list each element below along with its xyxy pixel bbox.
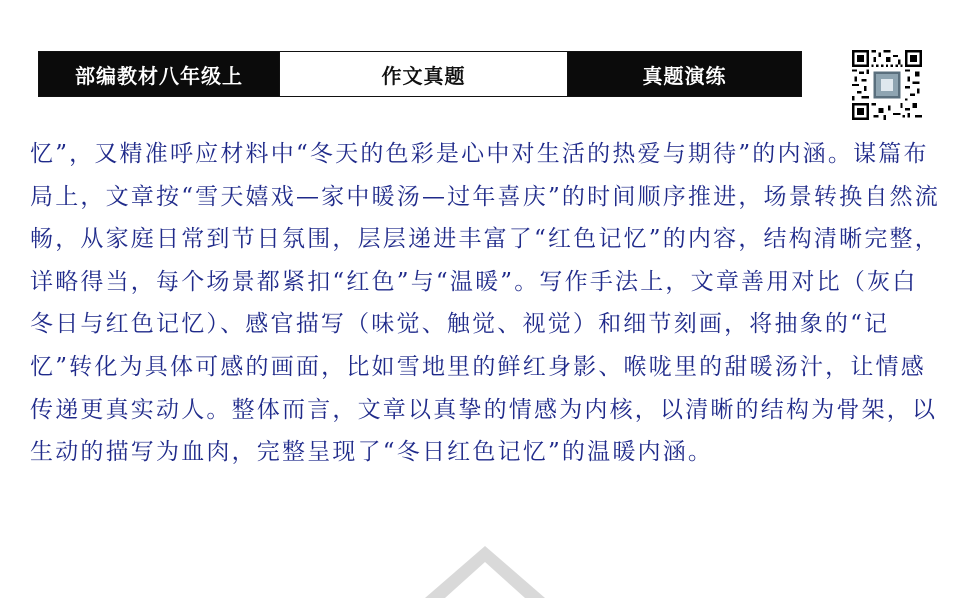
header-practice-label: 真题演练 xyxy=(568,52,801,96)
qr-code-icon xyxy=(852,50,922,120)
header-bar xyxy=(38,51,802,97)
watermark-logo-icon xyxy=(395,538,575,598)
essay-commentary-paragraph: 忆”，又精准呼应材料中“冬天的色彩是心中对生活的热爱与期待”的内涵。谋篇布局上，文章按“雪天嬉戏—家中暖汤—过年喜庆”的时间顺序推进，场景转换自然流畅，从家庭日常到节日氛围，层层递进丰富了“红色记忆”的内容，结构清晰完整，详略得当，每个场景都紧扣“红色”与“温暖”。写作手法上，文章善用对比（灰白冬日与红色记忆）、感官描写（味觉、触觉、视觉）和细节刻画，将抽象的“记忆”转化为具体可感的画面，比如雪地里的鲜红身影、喉咙里的甜暖汤汁，让情感传递更真实动人。整体而言，文章以真挚的情感为内核，以清晰的结构为骨架，以生动的描写为血肉，完整呈现了“冬日红色记忆”的温暖内涵。 xyxy=(30,141,940,466)
header-section-label: 作文真题 xyxy=(279,52,568,96)
header-textbook-label: 部编教材八年级上 xyxy=(39,52,279,96)
